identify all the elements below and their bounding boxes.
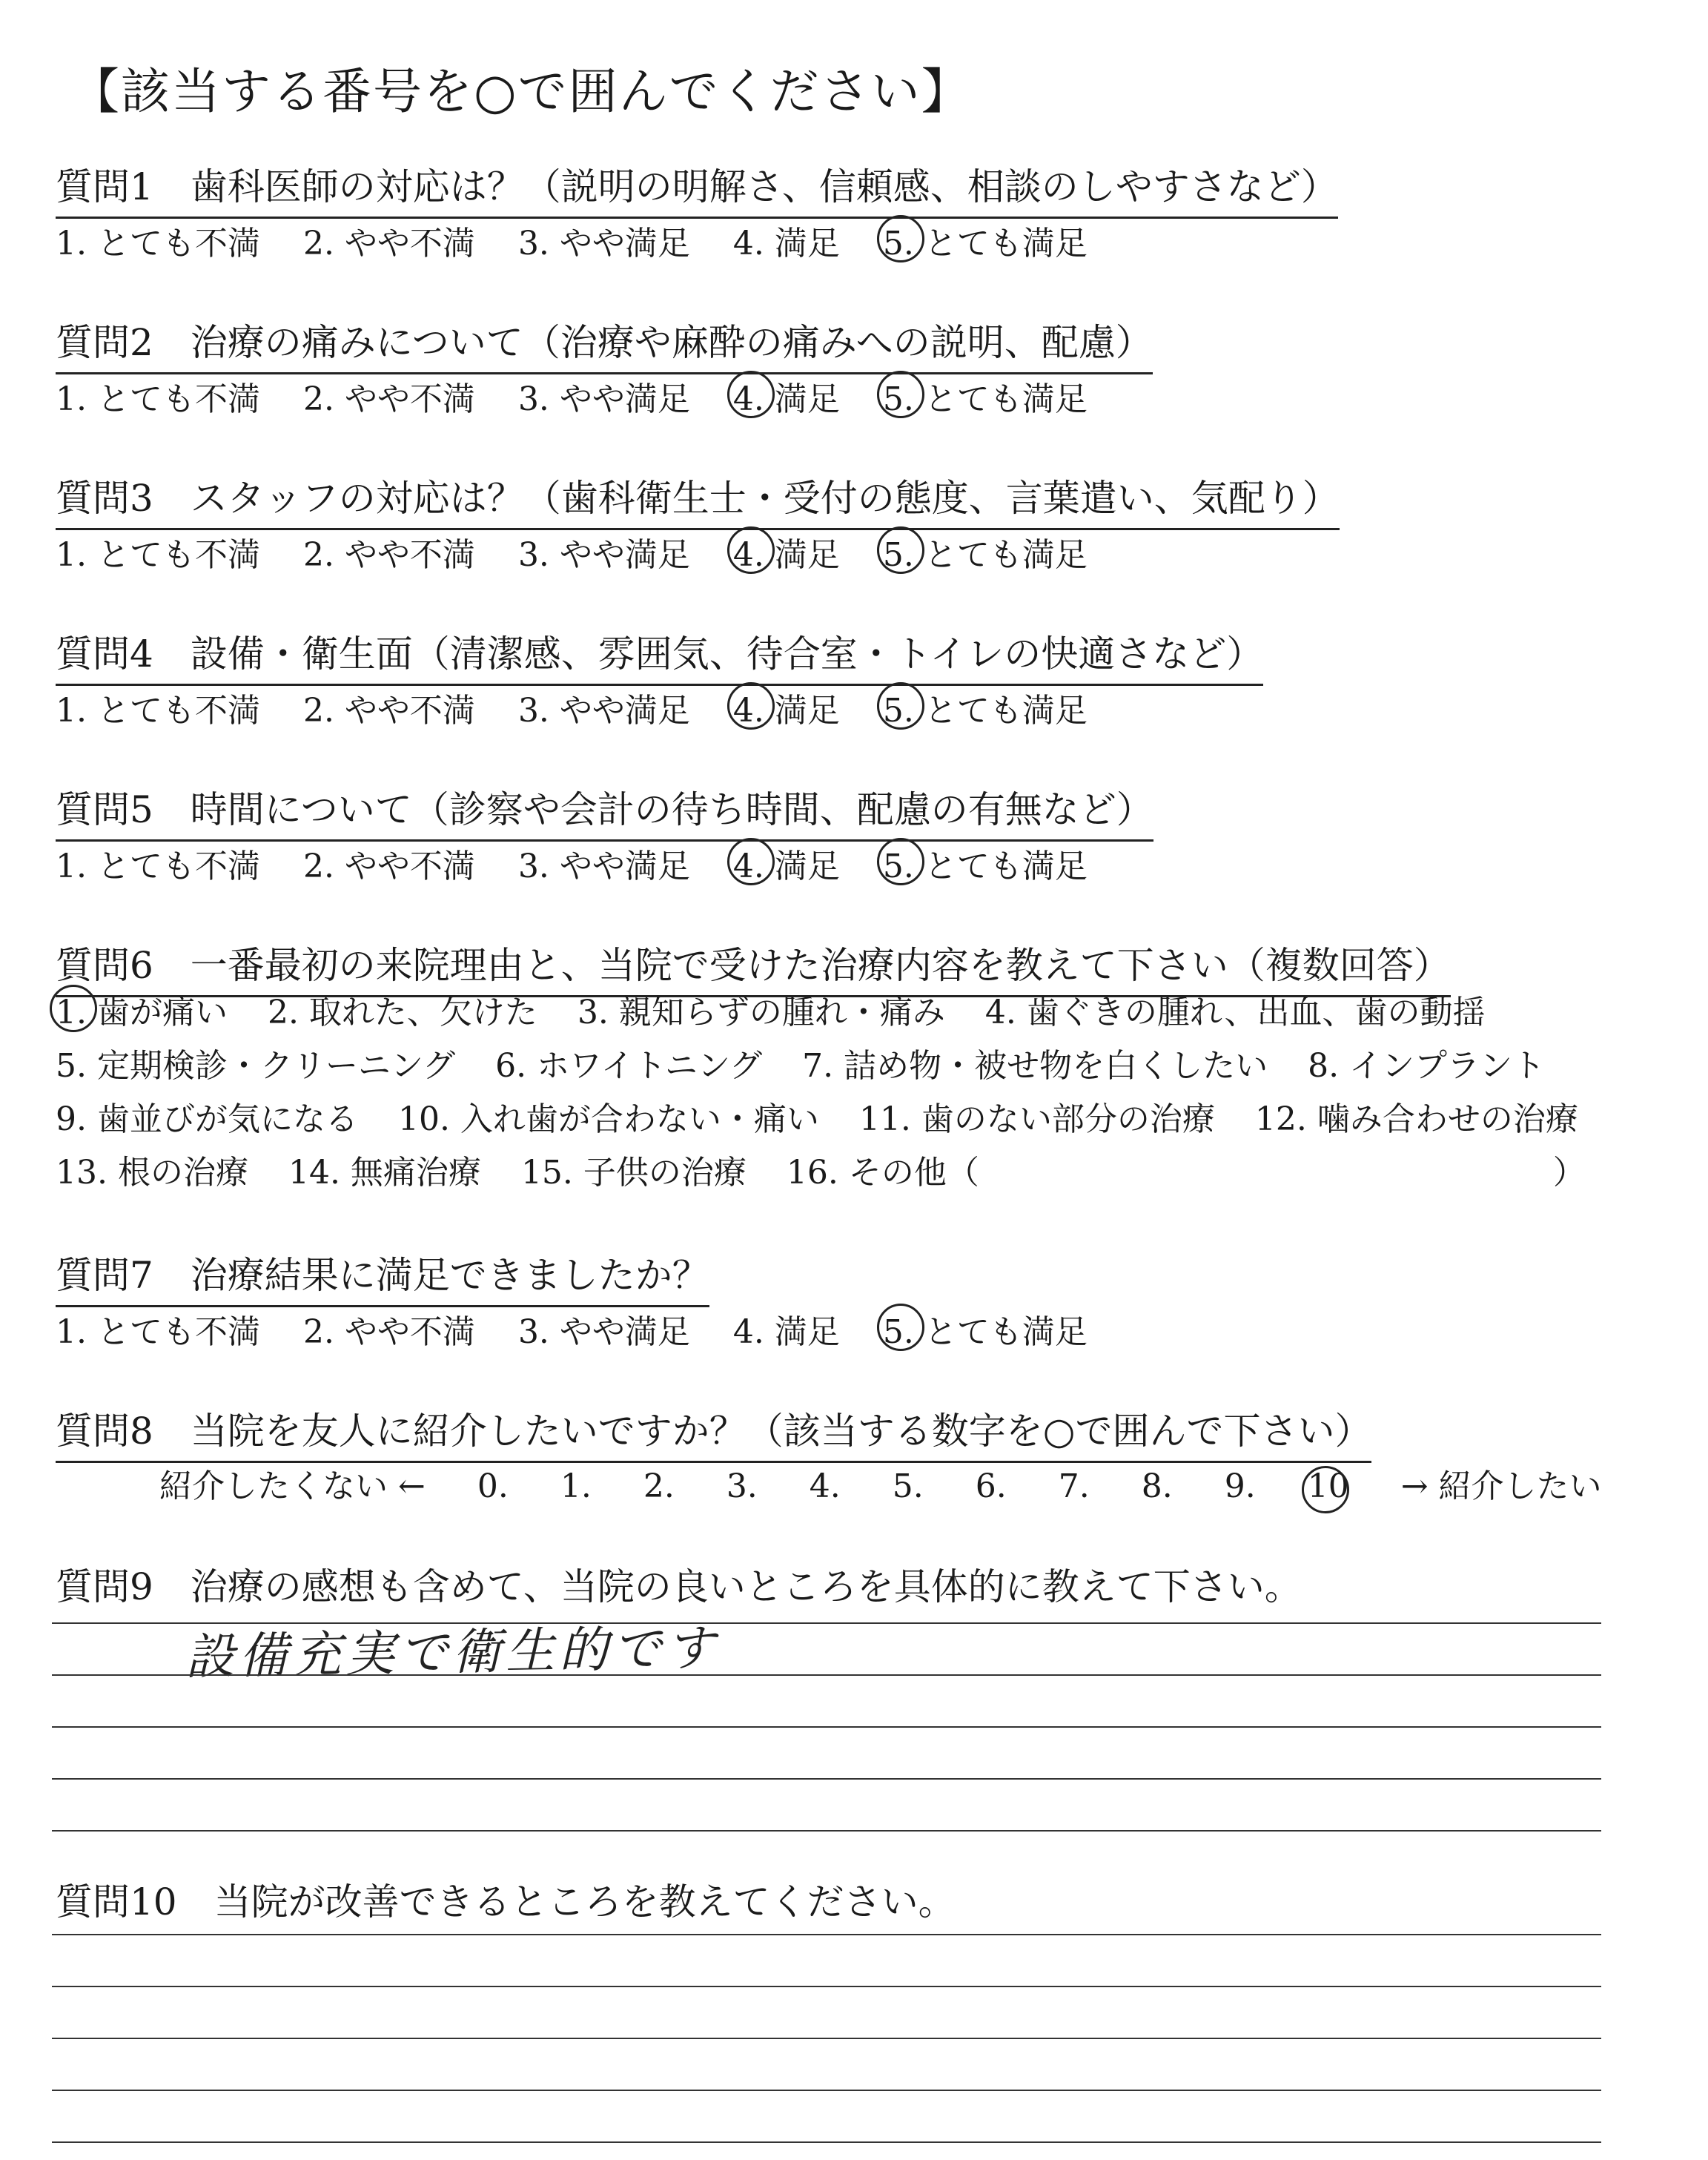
q9-title: 質問9 治療の感想も含めて、当院の良いところを具体的に教えて下さい。 xyxy=(56,1565,1302,1608)
q1-option-1[interactable]: 1. とても不満 xyxy=(56,225,260,262)
q8-option-3[interactable]: 3. xyxy=(726,1467,758,1505)
q6-row-1 xyxy=(56,986,1615,1040)
q1-title: 質問1 歯科医師の対応は？（説明の明解さ、信頼感、相談のしやすさなど） xyxy=(56,157,1338,219)
q7-options xyxy=(56,1305,1120,1353)
q8-option-10[interactable]: 10 xyxy=(1307,1467,1349,1505)
q3-options xyxy=(56,528,1120,575)
instruction-header: 【該当する番号を○で囲んでください】 xyxy=(70,63,972,120)
q2-option-1[interactable]: 1. とても不満 xyxy=(56,380,260,418)
q6-row-2 xyxy=(56,1040,1615,1093)
q4-options xyxy=(56,684,1120,731)
q8-option-9[interactable]: 9. xyxy=(1224,1467,1256,1505)
q8-option-6[interactable]: 6. xyxy=(975,1467,1007,1505)
q5-option-1[interactable]: 1. とても不満 xyxy=(56,848,260,885)
q5-option-4[interactable]: 4. 満足 xyxy=(733,839,840,887)
q1-option-2[interactable]: 2. やや不満 xyxy=(302,225,475,262)
q5-option-5[interactable]: 5. とても満足 xyxy=(883,839,1088,887)
q6-option-8[interactable]: 8. インプラント xyxy=(1308,1047,1546,1085)
q1-option-4[interactable]: 4. 満足 xyxy=(732,225,840,262)
q3-title: 質問3 スタッフの対応は？（歯科衛生士・受付の態度、言葉遣い、気配り） xyxy=(56,469,1340,530)
q10-answer-line-1[interactable] xyxy=(52,1934,1601,1935)
q4-option-5[interactable]: 5. とても満足 xyxy=(883,684,1088,731)
q2-option-5[interactable]: 5. とても満足 xyxy=(883,372,1088,420)
q8-title: 質問8 当院を友人に紹介したいですか？（該当する数字を○で囲んで下さい） xyxy=(56,1401,1371,1463)
q5-option-2[interactable]: 2. やや不満 xyxy=(302,848,475,885)
q8-left-label: 紹介したくない ← xyxy=(159,1467,426,1505)
q10-answer-line-2[interactable] xyxy=(52,1986,1601,1987)
q6-row-4 xyxy=(56,1146,1615,1200)
q10-title: 質問10 当院が改善できるところを教えてください。 xyxy=(56,1880,956,1923)
q4-option-1[interactable]: 1. とても不満 xyxy=(56,692,260,730)
q7-option-2[interactable]: 2. やや不満 xyxy=(302,1313,475,1351)
q4-option-2[interactable]: 2. やや不満 xyxy=(302,692,475,730)
q3-option-4[interactable]: 4. 満足 xyxy=(733,528,840,575)
q6-option-2[interactable]: 2. 取れた、欠けた xyxy=(267,994,537,1031)
q8-option-2[interactable]: 2. xyxy=(643,1467,675,1505)
q9-answer-line-2[interactable] xyxy=(52,1674,1601,1676)
q5-options xyxy=(56,839,1120,887)
q2-option-3[interactable]: 3. やや満足 xyxy=(517,380,690,418)
q6-option-4[interactable]: 4. 歯ぐきの腫れ、出血、歯の動揺 xyxy=(984,994,1486,1031)
q6-title: 質問6 一番最初の来院理由と、当院で受けた治療内容を教えて下さい（複数回答） xyxy=(56,936,1451,997)
q7-option-3[interactable]: 3. やや満足 xyxy=(517,1313,690,1351)
q9-answer-line-3[interactable] xyxy=(52,1726,1601,1728)
q1-options xyxy=(56,217,1120,264)
q8-option-7[interactable]: 7. xyxy=(1058,1467,1090,1505)
q7-title: 質問7 治療結果に満足できましたか？ xyxy=(56,1246,709,1307)
q4-title: 質問4 設備・衛生面（清潔感、雰囲気、待合室・トイレの快適さなど） xyxy=(56,624,1263,686)
q6-option-7[interactable]: 7. 詰め物・被せ物を白くしたい xyxy=(802,1047,1268,1085)
q6-option-11[interactable]: 11. 歯のない部分の治療 xyxy=(858,1100,1215,1138)
q6-option-6[interactable]: 6. ホワイトニング xyxy=(495,1047,763,1085)
q8-option-1[interactable]: 1. xyxy=(560,1467,592,1505)
q6-row-3 xyxy=(56,1093,1615,1146)
q9-answer-line-5[interactable] xyxy=(52,1830,1601,1832)
q6-option-9[interactable]: 9. 歯並びが気になる xyxy=(56,1100,358,1138)
q2-option-2[interactable]: 2. やや不満 xyxy=(302,380,475,418)
q6-option-1[interactable]: 1. 歯が痛い xyxy=(56,986,228,1040)
q6-option-13[interactable]: 13. 根の治療 xyxy=(56,1154,248,1192)
q4-option-4[interactable]: 4. 満足 xyxy=(733,684,840,731)
q2-option-4[interactable]: 4. 満足 xyxy=(733,372,840,420)
q1-option-5[interactable]: 5. とても満足 xyxy=(883,217,1088,264)
q6-reason-list xyxy=(56,986,1615,1200)
q6-option-15[interactable]: 15. 子供の治療 xyxy=(520,1154,747,1192)
q4-option-3[interactable]: 3. やや満足 xyxy=(517,692,690,730)
q6-option-14[interactable]: 14. 無痛治療 xyxy=(288,1154,481,1192)
q6-other-close-paren: ） xyxy=(1552,1154,1586,1192)
q9-handwritten-answer: 設備充実で衛生的です xyxy=(185,1619,720,1686)
q2-title: 質問2 治療の痛みについて（治療や麻酔の痛みへの説明、配慮） xyxy=(56,313,1153,374)
q10-answer-line-4[interactable] xyxy=(52,2090,1601,2091)
q7-option-5[interactable]: 5. とても満足 xyxy=(883,1305,1088,1353)
q8-option-5[interactable]: 5. xyxy=(892,1467,924,1505)
q5-title: 質問5 時間について（診察や会計の待ち時間、配慮の有無など） xyxy=(56,780,1153,842)
q6-option-3[interactable]: 3. 親知らずの腫れ・痛み xyxy=(577,994,945,1031)
q8-option-0[interactable]: 0. xyxy=(477,1467,509,1505)
q7-option-1[interactable]: 1. とても不満 xyxy=(56,1313,260,1351)
q8-right-label: → 紹介したい xyxy=(1400,1467,1602,1505)
q7-option-4[interactable]: 4. 満足 xyxy=(732,1313,840,1351)
q6-option-5[interactable]: 5. 定期検診・クリーニング xyxy=(56,1047,456,1085)
q10-answer-line-5[interactable] xyxy=(52,2141,1601,2143)
q6-option-16[interactable]: 16. その他（ xyxy=(786,1154,979,1192)
q3-option-2[interactable]: 2. やや不満 xyxy=(302,536,475,574)
q10-answer-line-3[interactable] xyxy=(52,2038,1601,2039)
q1-option-3[interactable]: 3. やや満足 xyxy=(517,225,690,262)
q6-option-10[interactable]: 10. 入れ歯が合わない・痛い xyxy=(397,1100,819,1138)
q2-options xyxy=(56,372,1120,420)
q3-option-1[interactable]: 1. とても不満 xyxy=(56,536,260,574)
q3-option-5[interactable]: 5. とても満足 xyxy=(883,528,1088,575)
q8-option-8[interactable]: 8. xyxy=(1141,1467,1173,1505)
q9-answer-line-4[interactable] xyxy=(52,1778,1601,1780)
q6-option-12[interactable]: 12. 噛み合わせの治療 xyxy=(1254,1100,1578,1138)
q3-option-3[interactable]: 3. やや満足 xyxy=(517,536,690,574)
q8-option-4[interactable]: 4. xyxy=(809,1467,841,1505)
q5-option-3[interactable]: 3. やや満足 xyxy=(517,848,690,885)
q8-scale xyxy=(159,1459,1644,1507)
q9-answer-line-1[interactable] xyxy=(52,1622,1601,1624)
